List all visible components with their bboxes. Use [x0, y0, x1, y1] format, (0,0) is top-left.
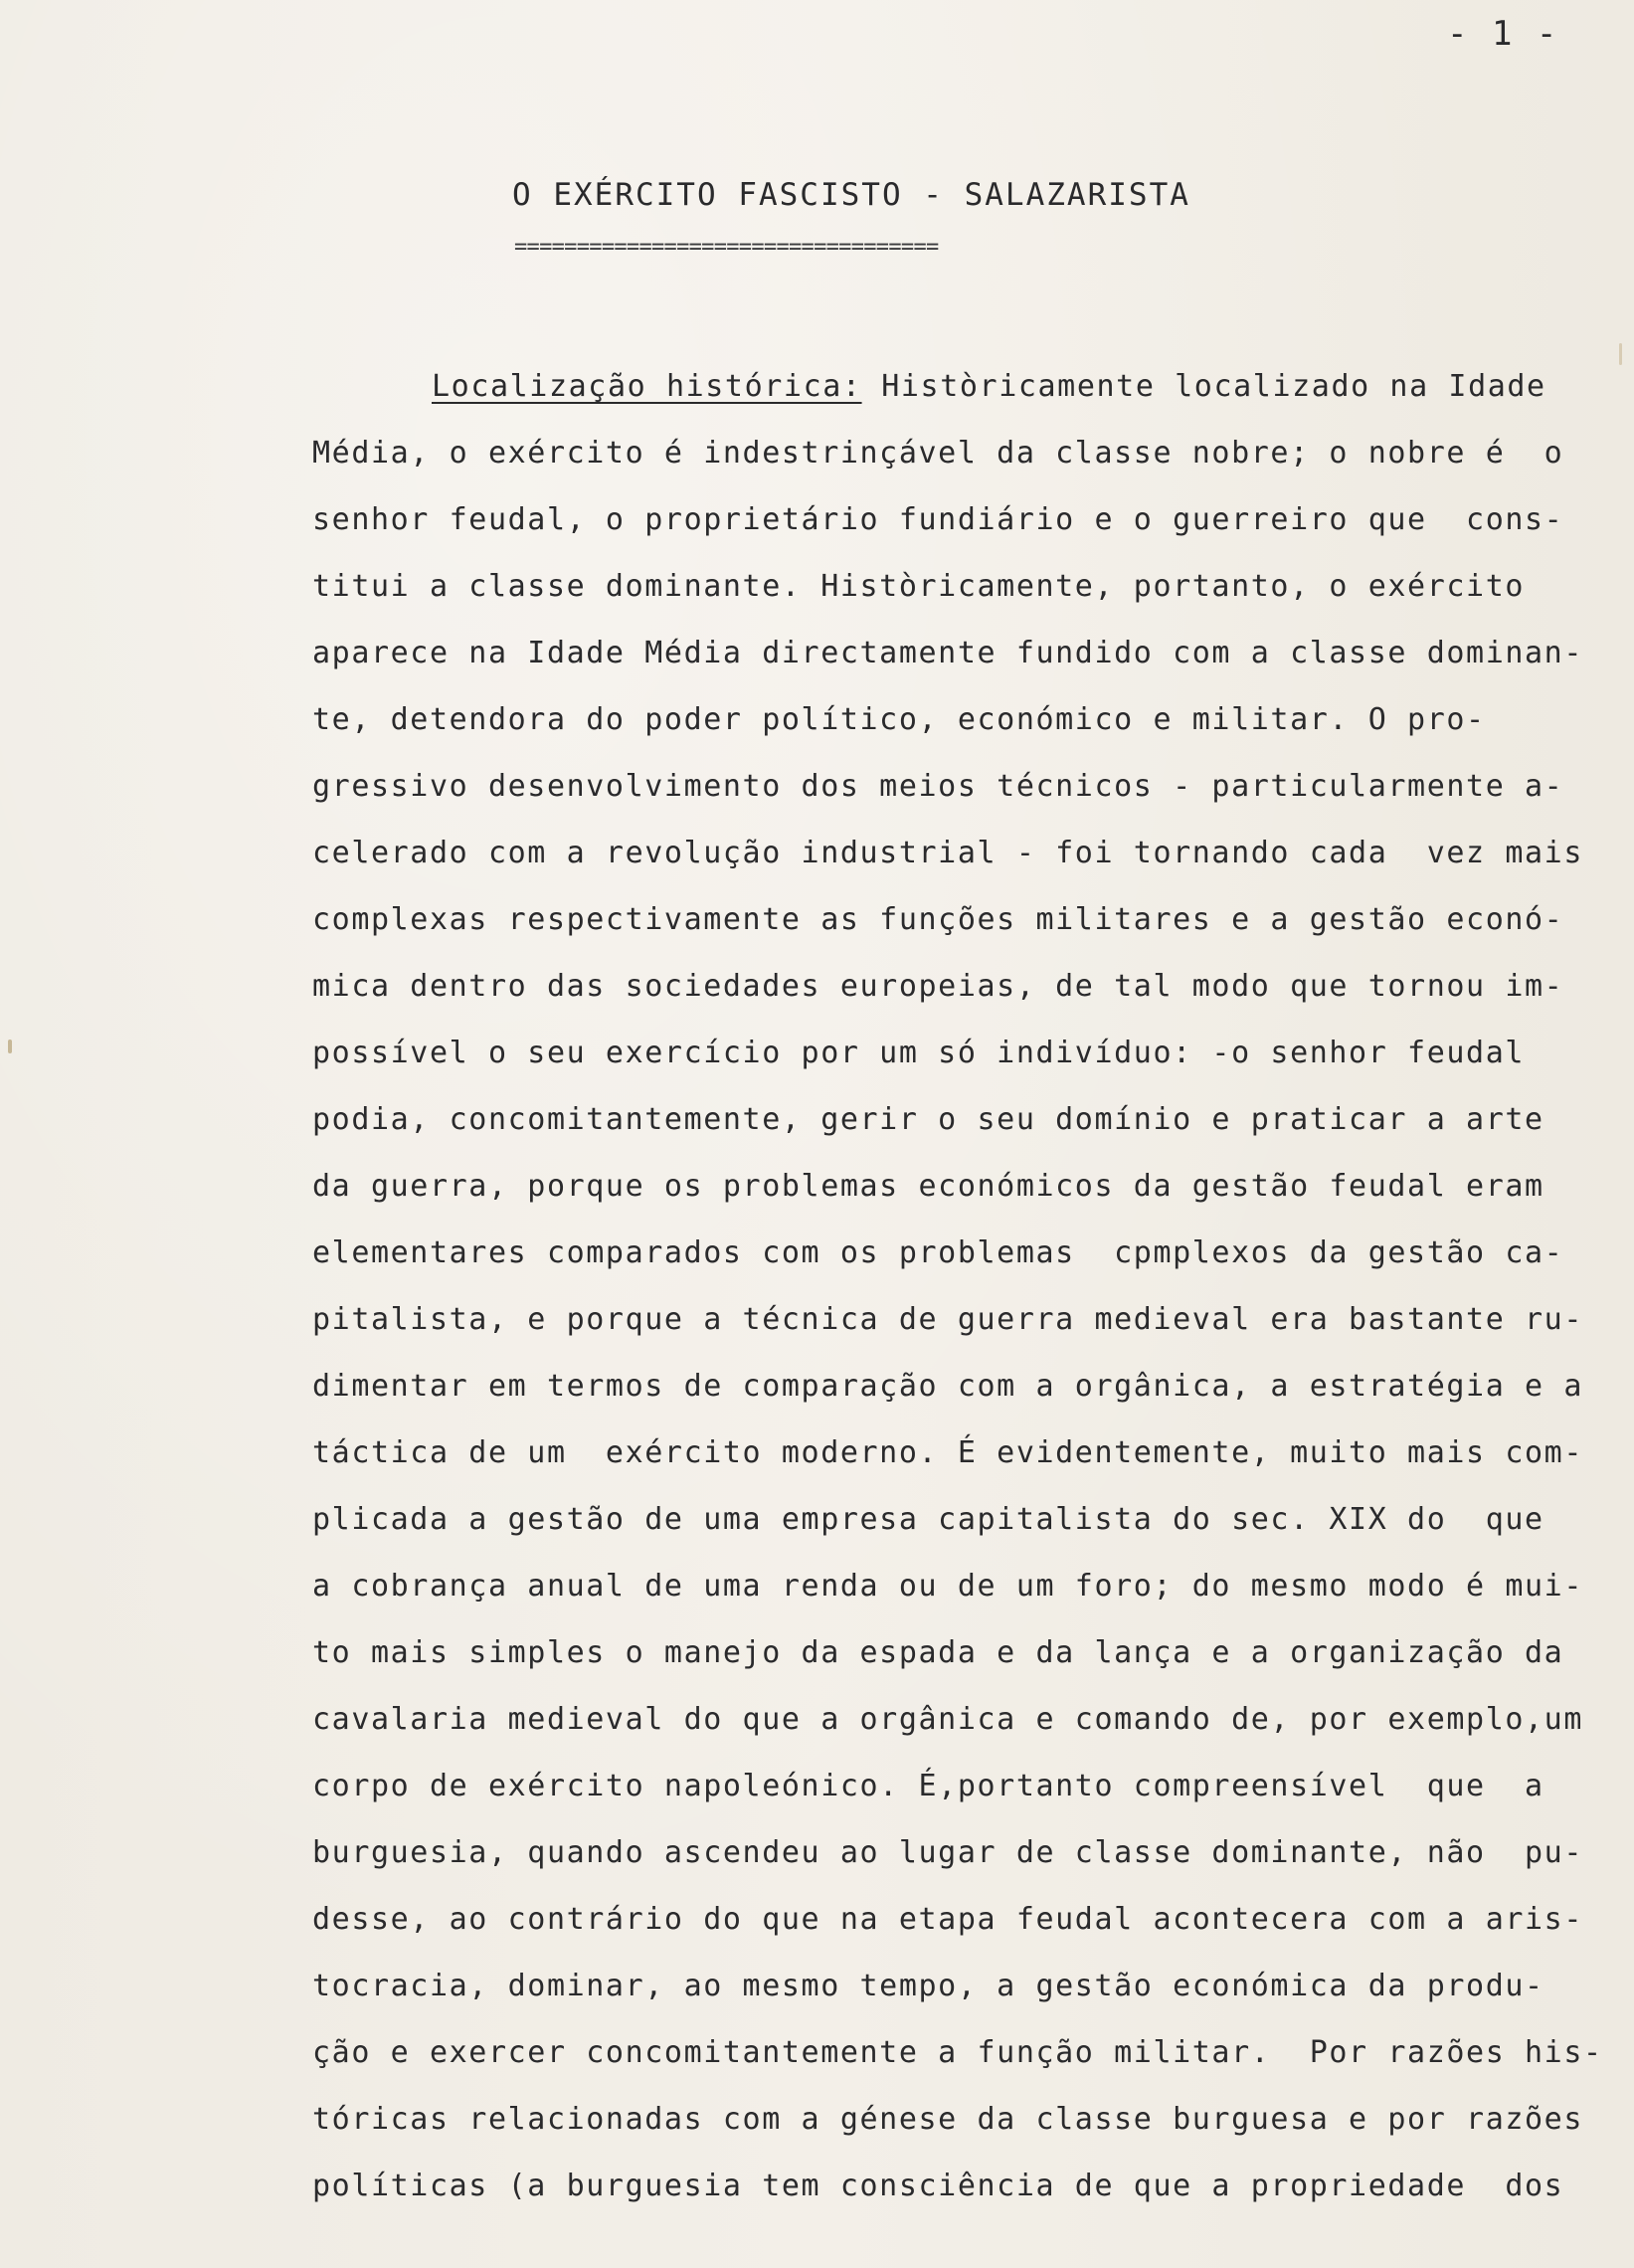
text-line: tóricas relacionadas com a génese da classe burguesa e por razões	[312, 2102, 1583, 2137]
text-line: tocracia, dominar, ao mesmo tempo, a gestão económica da produ-	[312, 1969, 1544, 2003]
text-line: dimentar em termos de comparação com a orgânica, a estratégia e a	[312, 1369, 1583, 1404]
text-line: a cobrança anual de uma renda ou de um foro; do mesmo modo é mui-	[312, 1569, 1583, 1604]
text-line: táctica de um exército moderno. É evidentemente, muito mais com-	[312, 1435, 1583, 1470]
text-line: possível o seu exercício por um só indivíduo: -o senhor feudal	[312, 1036, 1526, 1070]
text-line: políticas (a burguesia tem consciência de que a propriedade dos	[312, 2169, 1564, 2203]
text-line: Média, o exército é indestrinçável da classe nobre; o nobre é o	[312, 436, 1564, 471]
paper-blemish	[1619, 343, 1622, 365]
text-line: celerado com a revolução industrial - foi tornando cada vez mais	[312, 836, 1583, 870]
text-line: podia, concomitantemente, gerir o seu domínio e praticar a arte	[312, 1102, 1544, 1137]
text-line: te, detendora do poder político, económico e militar. O pro-	[312, 702, 1486, 737]
text-line: corpo de exército napoleónico. É,portanto compreensível que a	[312, 1769, 1544, 1803]
title-double-underline: ==================================	[514, 241, 939, 255]
text-line: desse, ao contrário do que na etapa feudal acontecera com a aris-	[312, 1902, 1583, 1937]
body-text	[312, 363, 1605, 2229]
page-number: - 1 -	[1447, 14, 1559, 54]
text-line: pitalista, e porque a técnica de guerra medieval era bastante ru-	[312, 1302, 1583, 1337]
text-line: da guerra, porque os problemas económicos da gestão feudal eram	[312, 1169, 1544, 1204]
text-line: mica dentro das sociedades europeias, de tal modo que tornou im-	[312, 969, 1564, 1004]
text-line	[312, 363, 1605, 430]
text-line: to mais simples o manejo da espada e da lança e a organização da	[312, 1635, 1564, 1670]
section-heading: Localização histórica:	[432, 369, 862, 404]
text-line: aparece na Idade Média directamente fundido com a classe dominan-	[312, 636, 1583, 670]
text-line: plicada a gestão de uma empresa capitalista do sec. XIX do que	[312, 1502, 1544, 1537]
paper-blemish	[8, 1040, 12, 1053]
text-line: senhor feudal, o proprietário fundiário e o guerreiro que cons-	[312, 502, 1564, 537]
text-line: complexas respectivamente as funções militares e a gestão econó-	[312, 902, 1564, 937]
text-line-content: Històricamente localizado na Idade	[861, 369, 1546, 404]
text-line: burguesia, quando ascendeu ao lugar de classe dominante, não pu-	[312, 1835, 1583, 1870]
text-line: elementares comparados com os problemas cpmplexos da gestão ca-	[312, 1235, 1564, 1270]
text-line: cavalaria medieval do que a orgânica e comando de, por exemplo,um	[312, 1702, 1583, 1737]
document-title: O EXÉRCITO FASCISTO - SALAZARISTA	[512, 177, 1190, 213]
text-line: ção e exercer concomitantemente a função militar. Por razões his-	[312, 2035, 1603, 2070]
text-line: titui a classe dominante. Històricamente, portanto, o exército	[312, 569, 1526, 604]
text-line: gressivo desenvolvimento dos meios técnicos - particularmente a-	[312, 769, 1564, 804]
